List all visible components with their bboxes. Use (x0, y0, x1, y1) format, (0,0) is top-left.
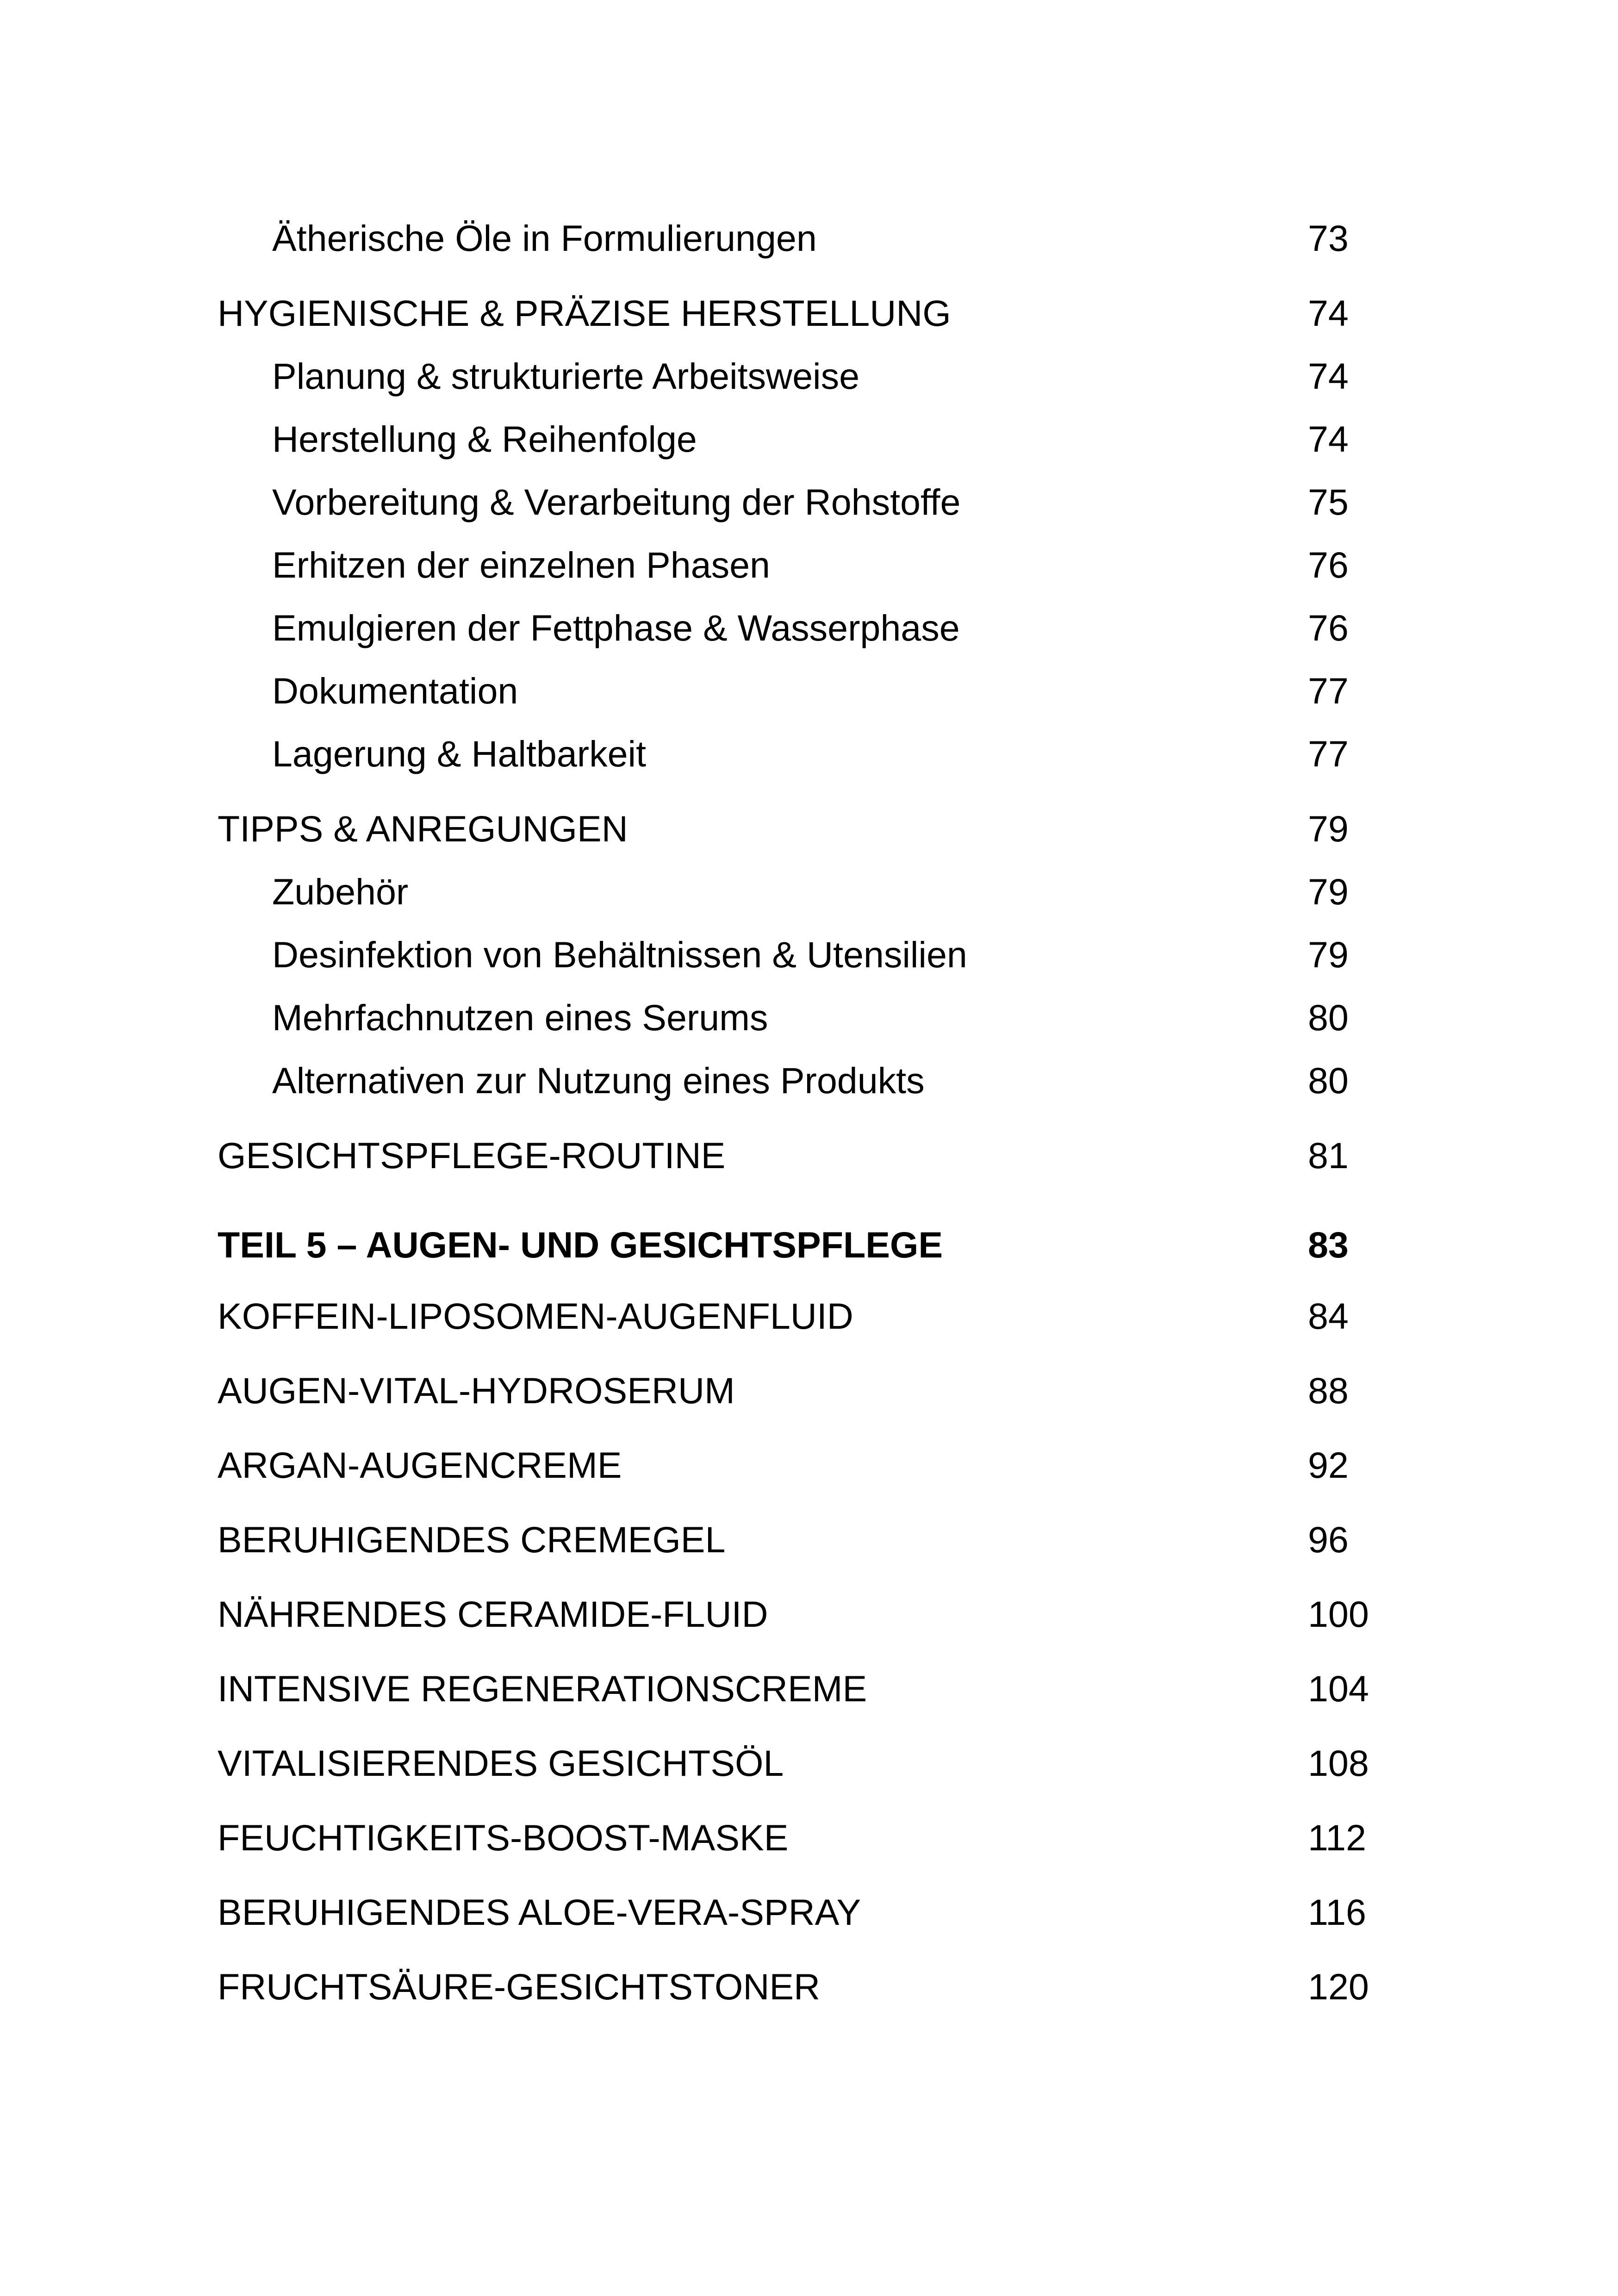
toc-entry-title: KOFFEIN-LIPOSOMEN-AUGENFLUID (218, 1295, 853, 1337)
toc-entry-title: Ätherische Öle in Formulierungen (272, 218, 817, 259)
toc-entry (0, 1293, 1618, 1339)
toc-entry-page: 81 (1308, 1135, 1349, 1176)
toc-entry-title: Herstellung & Reihenfolge (272, 418, 697, 460)
toc-entry-title: Desinfektion von Behältnissen & Utensilien (272, 934, 967, 975)
toc-entry-title: VITALISIERENDES GESICHTSÖL (218, 1742, 784, 1784)
toc-entry-title: TEIL 5 – AUGEN- UND GESICHTSPFLEGE (218, 1224, 943, 1265)
toc-entry-page: 79 (1308, 871, 1349, 912)
toc-entry (0, 605, 1618, 651)
toc-entry (0, 1740, 1618, 1786)
toc-entry-title: Alternativen zur Nutzung eines Produkts (272, 1060, 925, 1101)
toc-entry (0, 1889, 1618, 1935)
toc-entry-page: 77 (1308, 670, 1349, 711)
toc-entry-title: Zubehör (272, 871, 409, 912)
toc-entry-page: 84 (1308, 1295, 1349, 1337)
toc-entry-page: 96 (1308, 1519, 1349, 1560)
toc-entry-title: BERUHIGENDES ALOE-VERA-SPRAY (218, 1892, 861, 1933)
toc-entry (0, 1815, 1618, 1861)
toc-entry-title: INTENSIVE REGENERATIONSCREME (218, 1668, 867, 1709)
toc-entry-page: 100 (1308, 1593, 1369, 1635)
toc-entry-page: 75 (1308, 481, 1349, 523)
toc-entry (0, 1132, 1618, 1179)
toc-entry (0, 806, 1618, 852)
toc-entry-title: Dokumentation (272, 670, 518, 711)
toc-entry-title: Planung & strukturierte Arbeitsweise (272, 355, 860, 397)
toc-entry-title: Vorbereitung & Verarbeitung der Rohstoffe (272, 481, 961, 523)
toc-entry-title: TIPPS & ANREGUNGEN (218, 808, 628, 849)
toc-entry-page: 79 (1308, 934, 1349, 975)
toc-entry-title: AUGEN-VITAL-HYDROSERUM (218, 1370, 735, 1411)
toc-entry-title: FEUCHTIGKEITS-BOOST-MASKE (218, 1817, 789, 1858)
toc-entry-page: 74 (1308, 355, 1349, 397)
toc-entry-title: Lagerung & Haltbarkeit (272, 733, 647, 774)
toc-entry-title: NÄHRENDES CERAMIDE-FLUID (218, 1593, 768, 1635)
toc-entry (0, 290, 1618, 336)
toc-entry-title: HYGIENISCHE & PRÄZISE HERSTELLUNG (218, 292, 951, 334)
toc-entry (0, 668, 1618, 714)
toc-entry-page: 80 (1308, 997, 1349, 1038)
toc-entry (0, 1666, 1618, 1712)
toc-entry-page: 79 (1308, 808, 1349, 849)
toc-entry-title: Mehrfachnutzen eines Serums (272, 997, 768, 1038)
toc-entry-page: 76 (1308, 607, 1349, 648)
toc-entry (0, 869, 1618, 915)
toc-entry-page: 120 (1308, 1966, 1369, 2007)
toc-entry (0, 542, 1618, 588)
toc-entry-page: 112 (1308, 1817, 1366, 1858)
toc-entry-page: 80 (1308, 1060, 1349, 1101)
toc-entry-page: 74 (1308, 418, 1349, 460)
toc-entry-page: 76 (1308, 544, 1349, 585)
toc-entry-page: 83 (1308, 1224, 1349, 1265)
toc-entry (0, 995, 1618, 1041)
toc-entry-page: 77 (1308, 733, 1349, 774)
toc-entry-page: 116 (1308, 1892, 1366, 1933)
toc-entry-title: Emulgieren der Fettphase & Wasserphase (272, 607, 960, 648)
toc-entry (0, 1964, 1618, 2010)
toc-entry (0, 1517, 1618, 1563)
toc-part-heading (0, 1222, 1618, 1268)
toc-entry (0, 932, 1618, 978)
toc-entry (0, 1442, 1618, 1488)
toc-entry-page: 108 (1308, 1742, 1369, 1784)
toc-entry (0, 731, 1618, 777)
toc-entry-title: Erhitzen der einzelnen Phasen (272, 544, 770, 585)
toc-entry-title: BERUHIGENDES CREMEGEL (218, 1519, 726, 1560)
toc-entry-page: 88 (1308, 1370, 1349, 1411)
toc-entry (0, 1368, 1618, 1414)
toc-entry-title: FRUCHTSÄURE-GESICHTSTONER (218, 1966, 821, 2007)
toc-entry-page: 92 (1308, 1444, 1349, 1486)
toc-entry-page: 104 (1308, 1668, 1369, 1709)
toc-entry (0, 1591, 1618, 1637)
toc-entry (0, 215, 1618, 261)
toc-entry (0, 353, 1618, 399)
toc-entry-page: 73 (1308, 218, 1349, 259)
toc-entry-page: 74 (1308, 292, 1349, 334)
toc-entry-title: GESICHTSPFLEGE-ROUTINE (218, 1135, 726, 1176)
toc-entry (0, 479, 1618, 525)
toc-entry (0, 1058, 1618, 1104)
toc-entry (0, 416, 1618, 462)
toc-entry-title: ARGAN-AUGENCREME (218, 1444, 622, 1486)
